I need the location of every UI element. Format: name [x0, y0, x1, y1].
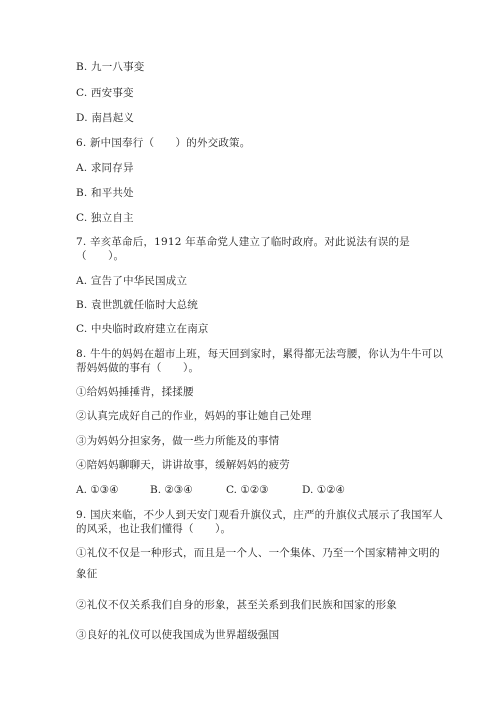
q8-item-2: ②认真完成好自己的作业，妈妈的事让她自己处理 [76, 410, 312, 422]
q8-item-4: ④陪妈妈聊聊天，讲讲故事，缓解妈妈的疲劳 [76, 459, 290, 471]
q7-stem-line2: （ ）。 [76, 250, 125, 262]
q7-option-b: B. 袁世凯就任临时大总统 [76, 299, 198, 311]
q5-option-b: B. 九一八事变 [76, 61, 145, 73]
q8-option-d: D. ①②④ [302, 484, 345, 496]
q5-option-d: D. 南昌起义 [76, 112, 135, 124]
q8-option-a: A. ①③④ [76, 484, 119, 496]
q8-stem-line1: 8. 牛牛的妈妈在超市上班，每天回到家时，累得都无法弯腰，你认为牛牛可以 [76, 348, 444, 360]
q5-option-c: C. 西安事变 [76, 87, 134, 99]
q7-option-c: C. 中央临时政府建立在南京 [76, 323, 209, 335]
q7-option-a: A. 宣告了中华民国成立 [76, 275, 188, 287]
q8-item-3: ③为妈妈分担家务，做一些力所能及的事情 [76, 435, 280, 447]
q9-item-2: ②礼仪不仅关系我们自身的形象，甚至关系到我们民族和国家的形象 [76, 599, 397, 611]
q6-option-a: A. 求同存异 [76, 162, 134, 174]
q9-item-1-line2: 象征 [76, 568, 98, 580]
q8-option-b: B. ②③④ [150, 484, 193, 496]
q7-stem-line1: 7. 辛亥革命后，1912 年革命党人建立了临时政府。对此说法有误的是 [76, 236, 410, 248]
q9-item-1-line1: ①礼仪不仅是一种形式，而且是一个人、一个集体、乃至一个国家精神文明的 [76, 547, 440, 559]
q9-item-3: ③良好的礼仪可以使我国成为世界超级强国 [76, 629, 280, 641]
q9-stem-line1: 9. 国庆来临，不少人到天安门观看升旗仪式，庄严的升旗仪式展示了我国军人 [76, 509, 444, 521]
q6-option-c: C. 独立自主 [76, 212, 134, 224]
q6-option-b: B. 和平共处 [76, 187, 134, 199]
q8-item-1: ①给妈妈捶捶背，揉揉腰 [76, 386, 194, 398]
q8-option-c: C. ①②③ [226, 484, 269, 496]
q9-stem-line2: 的风采，也让我们懂得（ ）。 [76, 523, 232, 535]
q8-stem-line2: 帮妈妈做的事有（ ）。 [76, 362, 200, 374]
q6-stem: 6. 新中国奉行（ ）的外交政策。 [76, 137, 251, 149]
